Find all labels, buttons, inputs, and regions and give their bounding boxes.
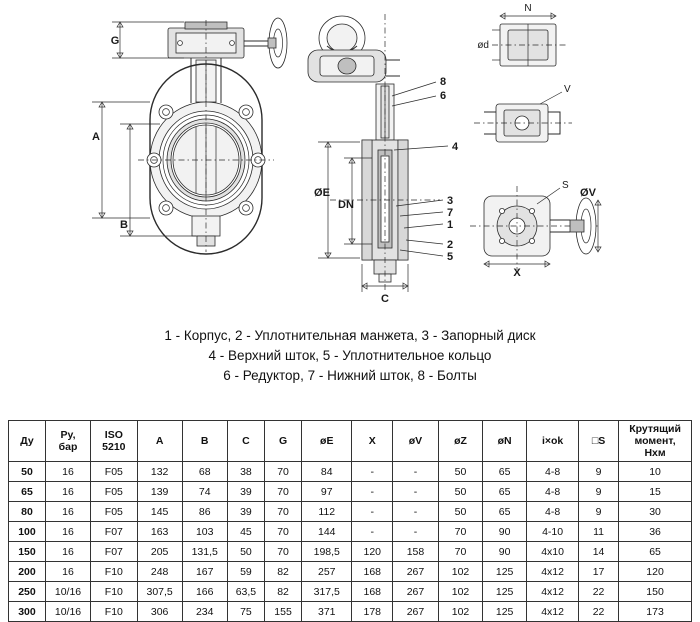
table-cell: 74	[182, 482, 227, 502]
table-cell: 4x12	[527, 602, 579, 622]
table-cell: 102	[438, 562, 482, 582]
front-view	[92, 18, 287, 254]
header-g: G	[265, 421, 302, 462]
table-cell: 267	[393, 582, 439, 602]
table-cell: -	[352, 502, 393, 522]
svg-text:1: 1	[447, 219, 454, 231]
table-cell: 75	[227, 602, 264, 622]
table-cell: 11	[579, 522, 619, 542]
table-row	[9, 522, 692, 542]
header-x: X	[352, 421, 393, 462]
header-s: □S	[579, 421, 619, 462]
table-cell: -	[393, 522, 439, 542]
table-cell: 103	[182, 522, 227, 542]
table-cell: 50	[227, 542, 264, 562]
legend-line-3: 6 - Редуктор, 7 - Нижний шток, 8 - Болты	[223, 368, 477, 383]
table-cell: 30	[619, 502, 692, 522]
header-iso-line2: 5210	[102, 441, 126, 453]
table-cell: 90	[483, 522, 527, 542]
svg-text:S: S	[562, 180, 569, 191]
header-oz: øZ	[438, 421, 482, 462]
svg-text:G: G	[110, 35, 120, 47]
table-cell: 59	[227, 562, 264, 582]
table-cell: 15	[619, 482, 692, 502]
table-cell: 4-10	[527, 522, 579, 542]
table-cell: 306	[137, 602, 182, 622]
table-row	[9, 602, 692, 622]
table-cell: 39	[227, 502, 264, 522]
table-cell: 131,5	[182, 542, 227, 562]
table-cell: 16	[45, 502, 90, 522]
table-cell: -	[352, 522, 393, 542]
table-cell: 267	[393, 562, 439, 582]
table-cell: 125	[483, 562, 527, 582]
table-cell: 10	[619, 462, 692, 482]
table-cell: F10	[91, 582, 138, 602]
table-cell: 307,5	[137, 582, 182, 602]
gearbox-side-view	[474, 84, 572, 142]
svg-text:N: N	[524, 3, 532, 14]
table-cell: 50	[438, 482, 482, 502]
header-c: C	[227, 421, 264, 462]
table-cell: 10/16	[45, 602, 90, 622]
table-body	[9, 462, 692, 622]
spec-table	[8, 420, 692, 622]
table-cell: 22	[579, 602, 619, 622]
table-cell: 80	[9, 502, 46, 522]
table-cell: 14	[579, 542, 619, 562]
table-cell: 65	[483, 462, 527, 482]
table-cell: 70	[265, 502, 302, 522]
table-cell: 39	[227, 482, 264, 502]
table-cell: 102	[438, 582, 482, 602]
table-cell: 9	[579, 502, 619, 522]
svg-text:ØE: ØE	[314, 187, 330, 199]
table-cell: 125	[483, 582, 527, 602]
table-cell: 100	[9, 522, 46, 542]
table-cell: 17	[579, 562, 619, 582]
table-cell: 371	[302, 602, 352, 622]
table-cell: 120	[619, 562, 692, 582]
table-cell: 4-8	[527, 502, 579, 522]
table-cell: 97	[302, 482, 352, 502]
table-cell: 150	[9, 542, 46, 562]
table-cell: F07	[91, 522, 138, 542]
table-cell: 250	[9, 582, 46, 602]
table-cell: 267	[393, 602, 439, 622]
svg-text:ød: ød	[477, 40, 489, 51]
svg-text:8: 8	[440, 76, 447, 88]
table-cell: -	[393, 482, 439, 502]
table-cell: 167	[182, 562, 227, 582]
header-torque-line1: Крутящий	[629, 423, 681, 435]
table-cell: 50	[438, 502, 482, 522]
table-cell: 166	[182, 582, 227, 602]
table-cell: 317,5	[302, 582, 352, 602]
table-row	[9, 542, 692, 562]
svg-text:3: 3	[447, 195, 454, 207]
table-cell: F10	[91, 602, 138, 622]
svg-text:7: 7	[447, 207, 454, 219]
table-cell: F07	[91, 542, 138, 562]
header-a: A	[137, 421, 182, 462]
table-row	[9, 582, 692, 602]
svg-text:ØV: ØV	[580, 187, 596, 199]
table-cell: 125	[483, 602, 527, 622]
table-cell: 16	[45, 542, 90, 562]
svg-text:DN: DN	[338, 199, 354, 211]
table-cell: 68	[182, 462, 227, 482]
svg-text:6: 6	[440, 90, 447, 102]
table-row	[9, 462, 692, 482]
table-cell: 36	[619, 522, 692, 542]
table-cell: 132	[137, 462, 182, 482]
table-cell: 65	[619, 542, 692, 562]
table-cell: 38	[227, 462, 264, 482]
table-cell: 144	[302, 522, 352, 542]
table-cell: 139	[137, 482, 182, 502]
table-cell: 63,5	[227, 582, 264, 602]
table-cell: 198,5	[302, 542, 352, 562]
table-cell: 16	[45, 562, 90, 582]
svg-text:V: V	[564, 84, 571, 95]
table-cell: 70	[265, 542, 302, 562]
table-cell: 90	[483, 542, 527, 562]
table-cell: 102	[438, 602, 482, 622]
table-cell: -	[352, 462, 393, 482]
table-cell: 158	[393, 542, 439, 562]
table-cell: 86	[182, 502, 227, 522]
table-cell: 168	[352, 562, 393, 582]
table-cell: 178	[352, 602, 393, 622]
table-cell: 257	[302, 562, 352, 582]
svg-text:4: 4	[452, 141, 459, 153]
table-cell: 70	[438, 542, 482, 562]
table-cell: 70	[438, 522, 482, 542]
table-cell: F05	[91, 502, 138, 522]
svg-text:2: 2	[447, 239, 454, 251]
table-cell: 120	[352, 542, 393, 562]
table-cell: 163	[137, 522, 182, 542]
table-cell: 70	[265, 482, 302, 502]
table-cell: 234	[182, 602, 227, 622]
table-cell: 82	[265, 582, 302, 602]
svg-text:5: 5	[447, 251, 454, 263]
table-cell: 168	[352, 582, 393, 602]
table-cell: 22	[579, 582, 619, 602]
table-cell: 9	[579, 462, 619, 482]
flange-face-view	[470, 180, 601, 279]
legend-line-2: 4 - Верхний шток, 5 - Уплотнительное кольцо	[208, 348, 492, 363]
table-cell: 65	[9, 482, 46, 502]
table-cell: 65	[483, 502, 527, 522]
table-cell: 300	[9, 602, 46, 622]
table-cell: 145	[137, 502, 182, 522]
table-row	[9, 562, 692, 582]
table-cell: 150	[619, 582, 692, 602]
table-cell: F10	[91, 562, 138, 582]
table-cell: 82	[265, 562, 302, 582]
header-b: B	[182, 421, 227, 462]
table-cell: 173	[619, 602, 692, 622]
table-cell: 205	[137, 542, 182, 562]
table-cell: 16	[45, 482, 90, 502]
header-torque	[619, 421, 692, 462]
header-torque-line3: Нxм	[644, 447, 666, 459]
table-cell: 65	[483, 482, 527, 502]
header-oe: øE	[302, 421, 352, 462]
table-cell: 16	[45, 462, 90, 482]
table-cell: 10/16	[45, 582, 90, 602]
header-on: øN	[483, 421, 527, 462]
header-torque-line2: момент,	[634, 435, 676, 447]
header-ov: øV	[393, 421, 439, 462]
gearbox-top-view	[477, 3, 566, 66]
header-py	[45, 421, 90, 462]
legend	[0, 326, 700, 386]
header-iso	[91, 421, 138, 462]
table-header-row	[9, 421, 692, 462]
table-cell: 50	[9, 462, 46, 482]
header-iok: i×ok	[527, 421, 579, 462]
table-cell: F05	[91, 482, 138, 502]
table-cell: 84	[302, 462, 352, 482]
table-cell: 155	[265, 602, 302, 622]
table-cell: 16	[45, 522, 90, 542]
table-row	[9, 502, 692, 522]
svg-text:A: A	[92, 131, 100, 143]
table-cell: 4x12	[527, 582, 579, 602]
table-cell: 4x10	[527, 542, 579, 562]
table-cell: 112	[302, 502, 352, 522]
table-row	[9, 482, 692, 502]
table-cell: 45	[227, 522, 264, 542]
header-py-line1: Ру,	[60, 429, 76, 441]
table-cell: 50	[438, 462, 482, 482]
table-cell: 200	[9, 562, 46, 582]
svg-text:X: X	[513, 267, 521, 279]
table-cell: 70	[265, 522, 302, 542]
table-cell: -	[352, 482, 393, 502]
table-cell: 4x12	[527, 562, 579, 582]
table-cell: 248	[137, 562, 182, 582]
table-cell: 70	[265, 462, 302, 482]
table-cell: -	[393, 502, 439, 522]
legend-line-1: 1 - Корпус, 2 - Уплотнительная манжета, 3 - Запорный диск	[164, 328, 536, 343]
table-cell: -	[393, 462, 439, 482]
svg-text:C: C	[381, 293, 389, 305]
table-head	[9, 421, 692, 462]
table-cell: 4-8	[527, 462, 579, 482]
header-iso-line1: ISO	[104, 429, 123, 441]
header-du: Ду	[9, 421, 46, 462]
section-view	[308, 14, 459, 305]
spec-table-wrapper	[8, 420, 692, 622]
header-py-line2: бар	[58, 441, 78, 453]
table-cell: F05	[91, 462, 138, 482]
table-cell: 4-8	[527, 482, 579, 502]
svg-text:B: B	[120, 219, 128, 231]
table-cell: 9	[579, 482, 619, 502]
